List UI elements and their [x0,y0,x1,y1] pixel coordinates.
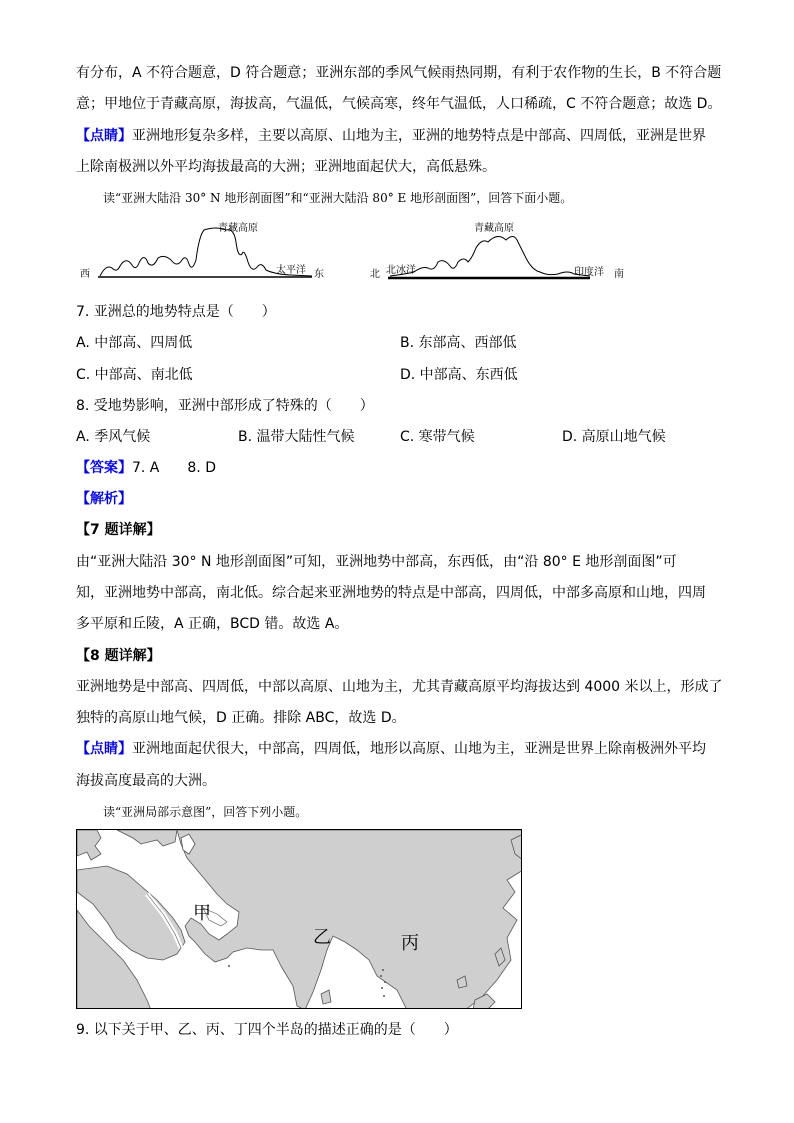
question-7-stem: 7. 亚洲总的地势特点是（ ） [76,304,276,320]
q8-option-b: B. 温带大陆性气候 [238,429,355,445]
point-line: 海拔高度最高的大洲。 [76,773,216,789]
asia-map-svg [77,830,522,1009]
q8-option-c: C. 寒带气候 [400,429,475,445]
q7-option-a: A. 中部高、四周低 [76,335,193,351]
q7-option-b: B. 东部高、西部低 [400,335,517,351]
answer-line [76,459,216,477]
text-line: 上除南极洲以外平均海拔最高的大洲；亚洲地面起伏大，高低悬殊。 [76,159,496,175]
point-line [76,740,706,758]
map-label-yi: 乙 [313,927,331,948]
detail-7-line: 由“亚洲大陆沿 30° N 地形剖面图”可知，亚洲地势中部高，东西低，由“沿 80° E 地形剖面图”可 [76,554,677,570]
figure-intro: 读“亚洲大陆沿 30° N 地形剖面图”和“亚洲大陆沿 80° E 地形剖面图”，回答下面小题。 [103,191,573,205]
detail-8-title: 【8 题详解】 [76,648,161,664]
q7-option-d: D. 中部高、东西低 [400,367,518,383]
map-intro: 读“亚洲局部示意图”，回答下列小题。 [103,805,308,819]
detail-8-line: 亚洲地势是中部高、四周低，中部以高原、山地为主，尤其青藏高原平均海拔达到 4000 米以上，形成了 [76,679,723,695]
text-line: 有分布，A 不符合题意，D 符合题意；亚洲东部的季风气候雨热同期，有利于农作物的生长，B 不符合题 [76,65,722,81]
point-text: 亚洲地面起伏很大，中部高，四周低，地形以高原、山地为主，亚洲是世界上除南极洲外平均 [132,741,706,757]
asia-map-figure [76,829,522,1009]
profile-80e-arctic-label: 北冰洋 [386,265,416,276]
text-line: 意；甲地位于青藏高原，海拔高，气温低，气候高寒，终年气温低，人口稀疏，C 不符合题意；故选 D。 [76,96,722,112]
profile-80e-indian-label: 印度洋 [574,267,604,278]
point-tag: 【点睛】 [76,128,132,144]
profile-30n-west-label: 西 [80,269,90,280]
point-tag: 【点睛】 [76,741,132,757]
map-label-jia: 甲 [193,903,211,924]
detail-7-line: 多平原和丘陵，A 正确，BCD 错。故选 A。 [76,616,349,632]
point-line [76,127,706,145]
profile-80e-north-label: 北 [370,269,380,280]
profile-30n-figure [76,218,336,284]
question-8-stem: 8. 受地势影响，亚洲中部形成了特殊的（ ） [76,398,374,414]
answer-tag: 【答案】 [76,460,132,476]
question-9-stem: 9. 以下关于甲、乙、丙、丁四个半岛的描述正确的是（ ） [76,1022,458,1038]
profile-80e-peak-label: 青藏高原 [474,223,514,234]
profile-80e-figure [368,218,630,284]
detail-7-line: 知，亚洲地势中部高，南北低。综合起来亚洲地势的特点是中部高，四周低，中部多高原和山地，四周 [76,585,706,601]
answer-text: 7. A 8. D [132,460,216,476]
q7-option-c: C. 中部高、南北低 [76,367,193,383]
profile-30n-peak-label: 青藏高原 [218,223,258,234]
q8-option-d: D. 高原山地气候 [562,429,666,445]
point-text: 亚洲地形复杂多样，主要以高原、山地为主，亚洲的地势特点是中部高、四周低，亚洲是世界 [132,128,706,144]
detail-8-line: 独特的高原山地气候，D 正确。排除 ABC，故选 D。 [76,710,406,726]
detail-7-title: 【7 题详解】 [76,522,161,538]
profile-80e-south-label: 南 [614,269,624,280]
analysis-tag: 【解析】 [76,491,132,507]
profile-30n-east-label: 东 [314,269,324,280]
q8-option-a: A. 季风气候 [76,429,151,445]
profile-30n-ocean-label: 太平洋 [276,265,306,276]
map-label-bing: 丙 [401,933,419,954]
